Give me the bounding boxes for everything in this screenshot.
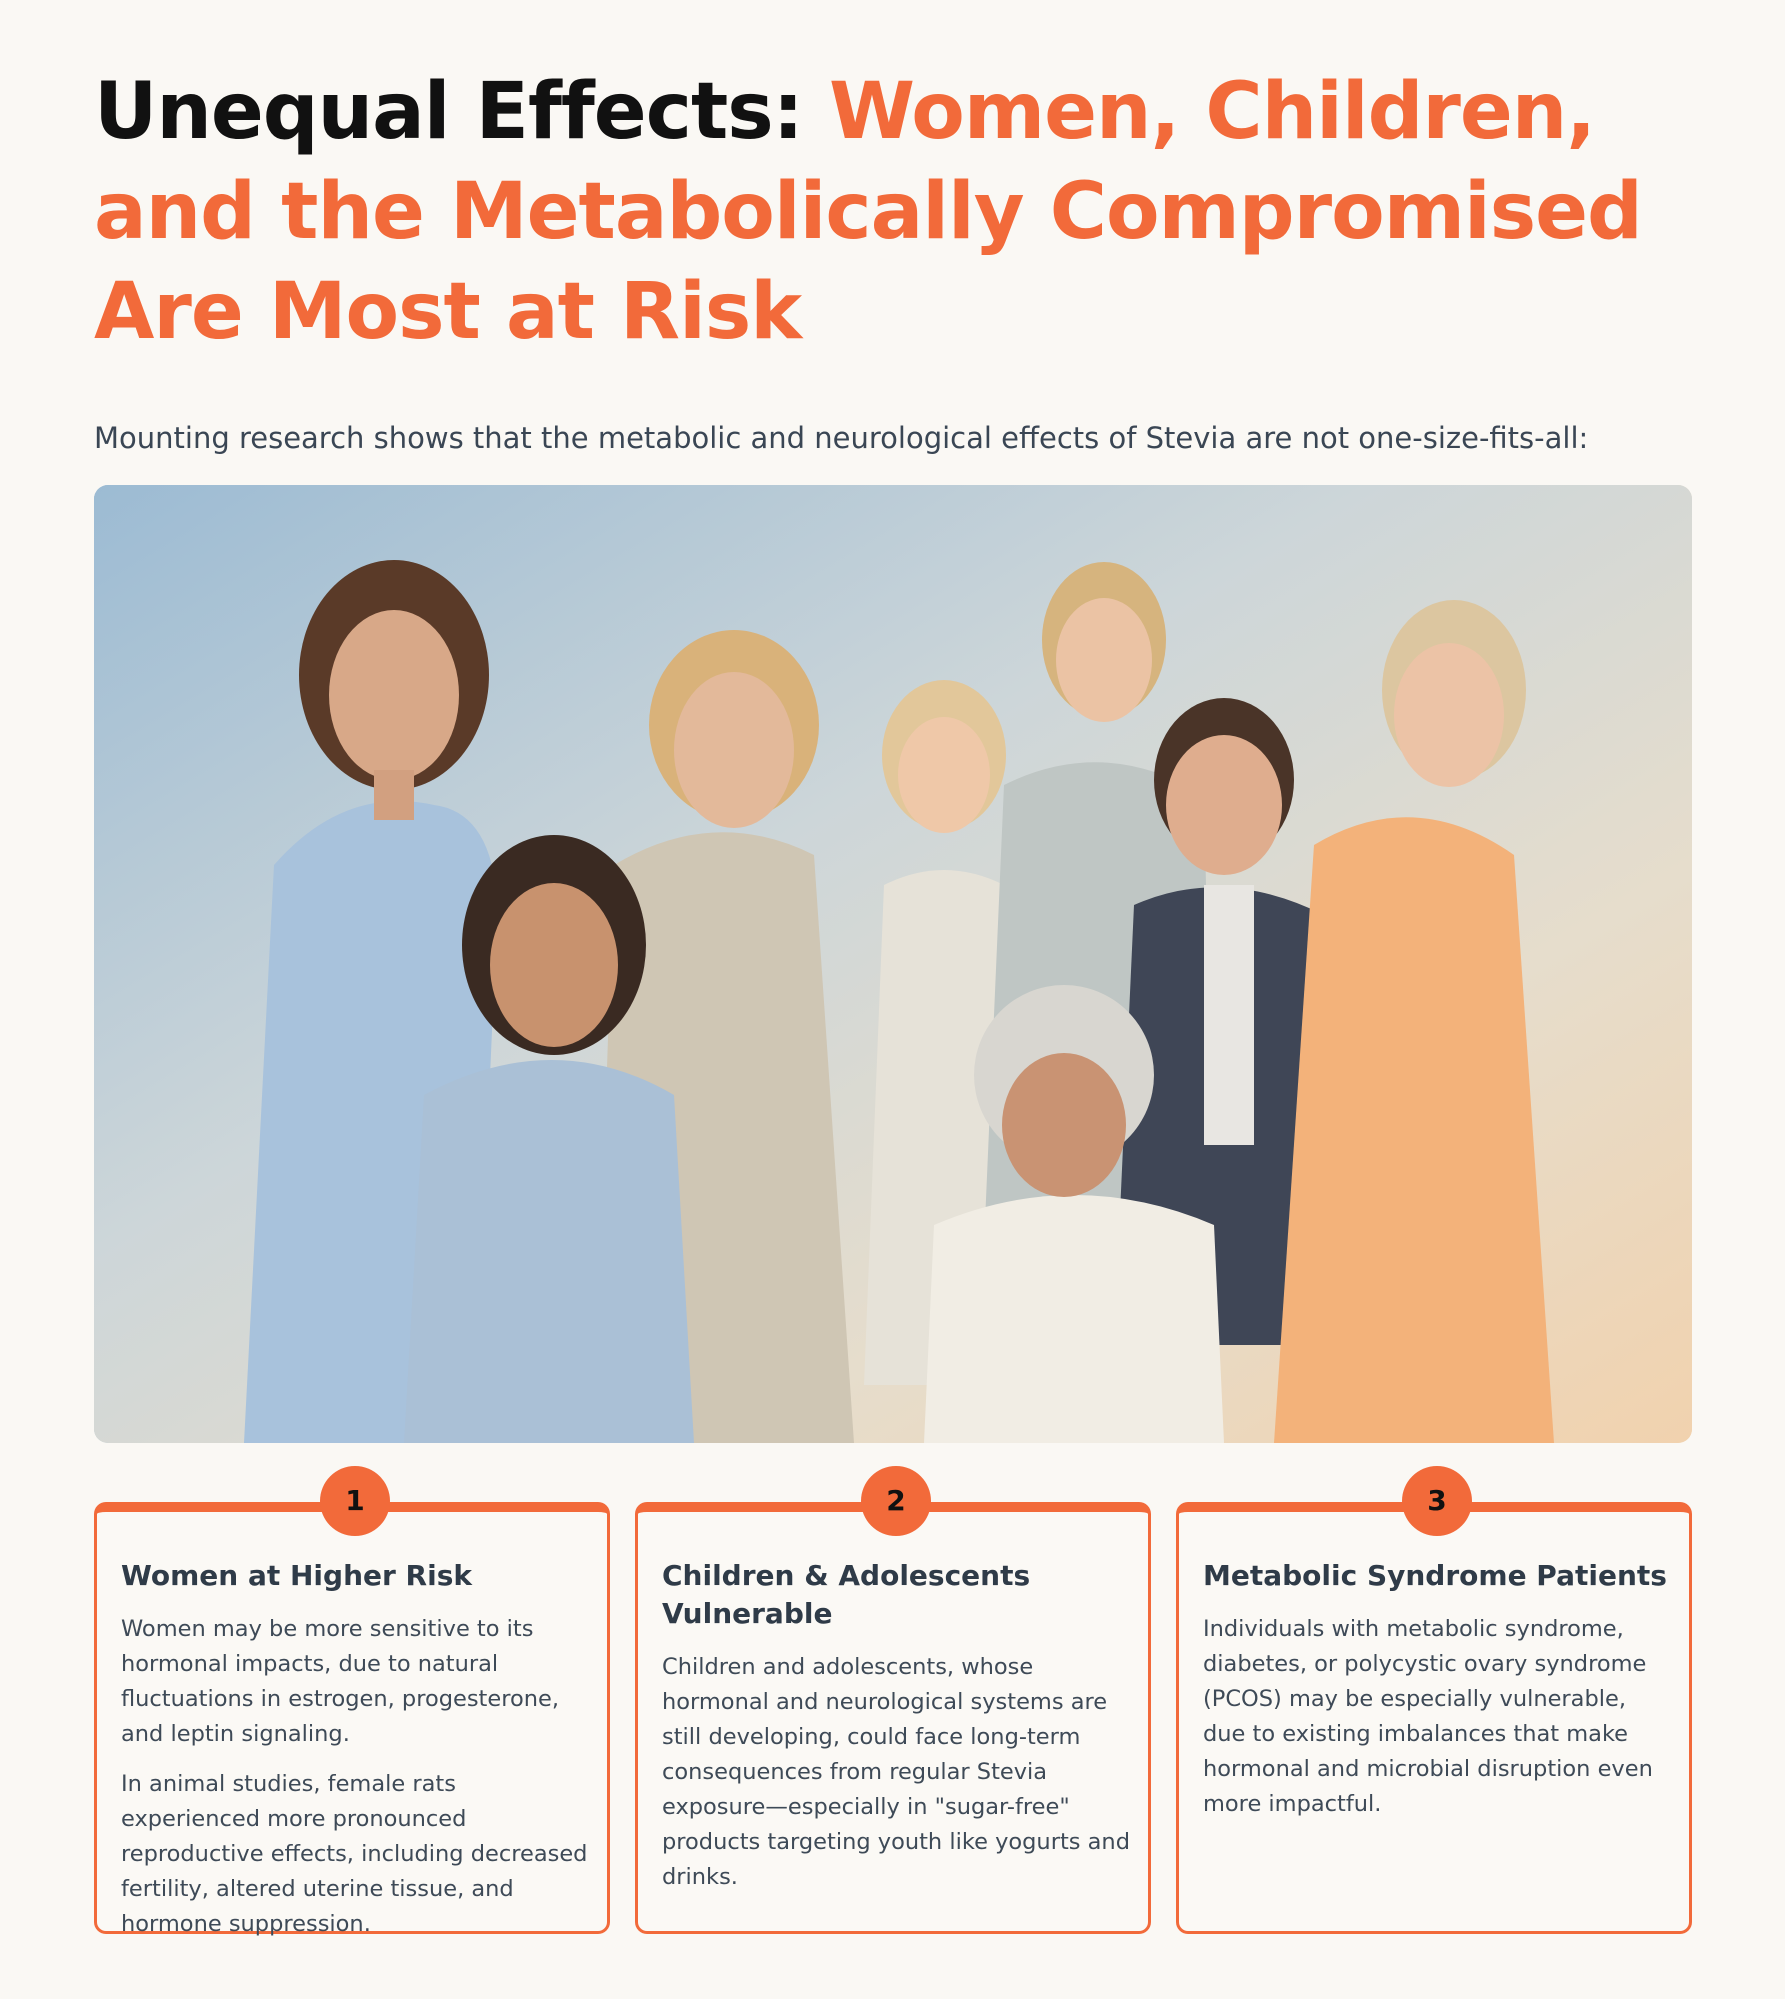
risk-cards	[94, 1484, 1692, 1937]
card-title: Metabolic Syndrome Patients	[1203, 1559, 1667, 1592]
card-children-vulnerable	[635, 1484, 1151, 1934]
group-portrait-illustration	[94, 485, 1692, 1443]
intro-text: Mounting research shows that the metabolic and neurological effects of Stevia are not one-size-fits-all:	[94, 421, 1589, 455]
card-number-badge: 1	[320, 1466, 390, 1536]
card-title: Women at Higher Risk	[121, 1559, 472, 1592]
title-accent: Women, Children, and the Metabolically Compromised Are Most at Risk	[94, 67, 1642, 357]
card-title: Children & Adolescents Vulnerable	[662, 1559, 1031, 1630]
card-number-badge: 3	[1402, 1466, 1472, 1536]
group-portrait-photo	[94, 485, 1692, 1443]
card-number-badge: 2	[861, 1466, 931, 1536]
page-title	[94, 62, 1692, 362]
card-paragraph: Individuals with metabolic syndrome, diabetes, or polycystic ovary syndrome (PCOS) may be especially vulnerable, due to existing imbalances that make hormonal and microbial disruption even more impactful.	[1203, 1616, 1653, 1817]
card-metabolic-syndrome	[1176, 1484, 1692, 1934]
card-women-risk	[94, 1484, 610, 1937]
card-paragraph: Children and adolescents, whose hormonal and neurological systems are still developing, could face long-term consequences from regular Stevia exposure—especially in "sugar-free" products targeting youth like yogurts and drinks.	[662, 1654, 1130, 1890]
card-paragraph: In animal studies, female rats experienced more pronounced reproductive effects, including decreased fertility, altered uterine tissue, and hormone suppression.	[121, 1771, 588, 1937]
card-paragraph: Women may be more sensitive to its hormonal impacts, due to natural fluctuations in estrogen, progesterone, and leptin signaling.	[121, 1616, 560, 1747]
title-plain: Unequal Effects:	[94, 67, 830, 157]
